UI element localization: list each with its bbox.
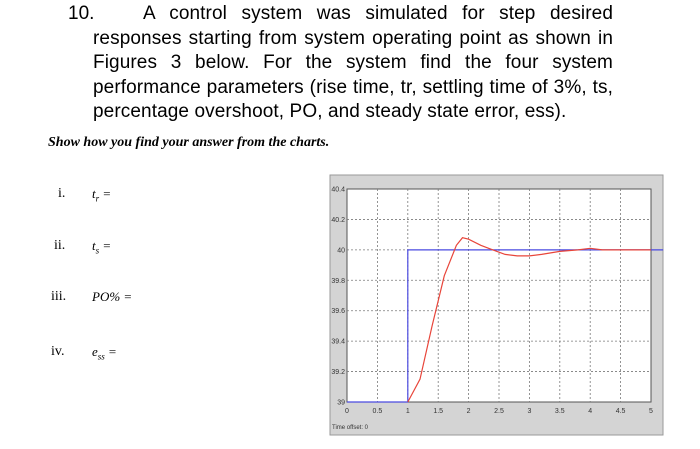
- x-tick-label: 4.5: [615, 408, 626, 415]
- instruction-text: Show how you find your answer from the charts.: [48, 135, 330, 150]
- x-tick-label: 0.5: [372, 408, 383, 415]
- x-tick-label: 2: [466, 408, 471, 415]
- y-tick-label: 39: [337, 399, 345, 407]
- y-tick-label: 39.6: [331, 308, 345, 316]
- y-tick-label: 39.4: [331, 338, 345, 346]
- y-tick-label: 40.2: [331, 216, 345, 224]
- answer-number: iv.: [51, 344, 65, 359]
- answer-label: $e_{ss}$ =: [92, 344, 117, 362]
- answer-label: $t_s$ =: [92, 238, 112, 256]
- y-tick-label: 40.4: [331, 186, 345, 194]
- y-tick-label: 39.2: [331, 369, 345, 377]
- x-tick-label: 3.5: [554, 408, 565, 415]
- question-number: 10.: [68, 3, 95, 24]
- question-text: A control system was simulated for step desired responses starting from system operating point as shown in Figures 3 below. For the system find the four system performance parameters (rise time, tr, settling time of 3%, ts, percentage overshoot, PO, and steady state error, ess).: [93, 3, 613, 123]
- x-tick-label: 3: [527, 408, 532, 415]
- x-tick-label: 0: [345, 408, 349, 415]
- x-tick-label: 1.5: [433, 408, 444, 415]
- x-tick-label: 4: [588, 408, 593, 415]
- x-tick-label: 2.5: [494, 408, 504, 415]
- x-tick-label: 5: [649, 408, 653, 415]
- answer-number: i.: [58, 186, 66, 201]
- chart-footer: Time offset: 0: [332, 425, 369, 431]
- y-tick-label: 39.8: [331, 277, 345, 285]
- answer-number: iii.: [51, 289, 67, 304]
- answer-number: ii.: [54, 238, 66, 253]
- answer-label: PO% =: [92, 289, 133, 304]
- y-tick-label: 40: [337, 247, 345, 255]
- answer-label: $t_r$ =: [92, 186, 112, 204]
- x-tick-label: 1: [405, 408, 410, 415]
